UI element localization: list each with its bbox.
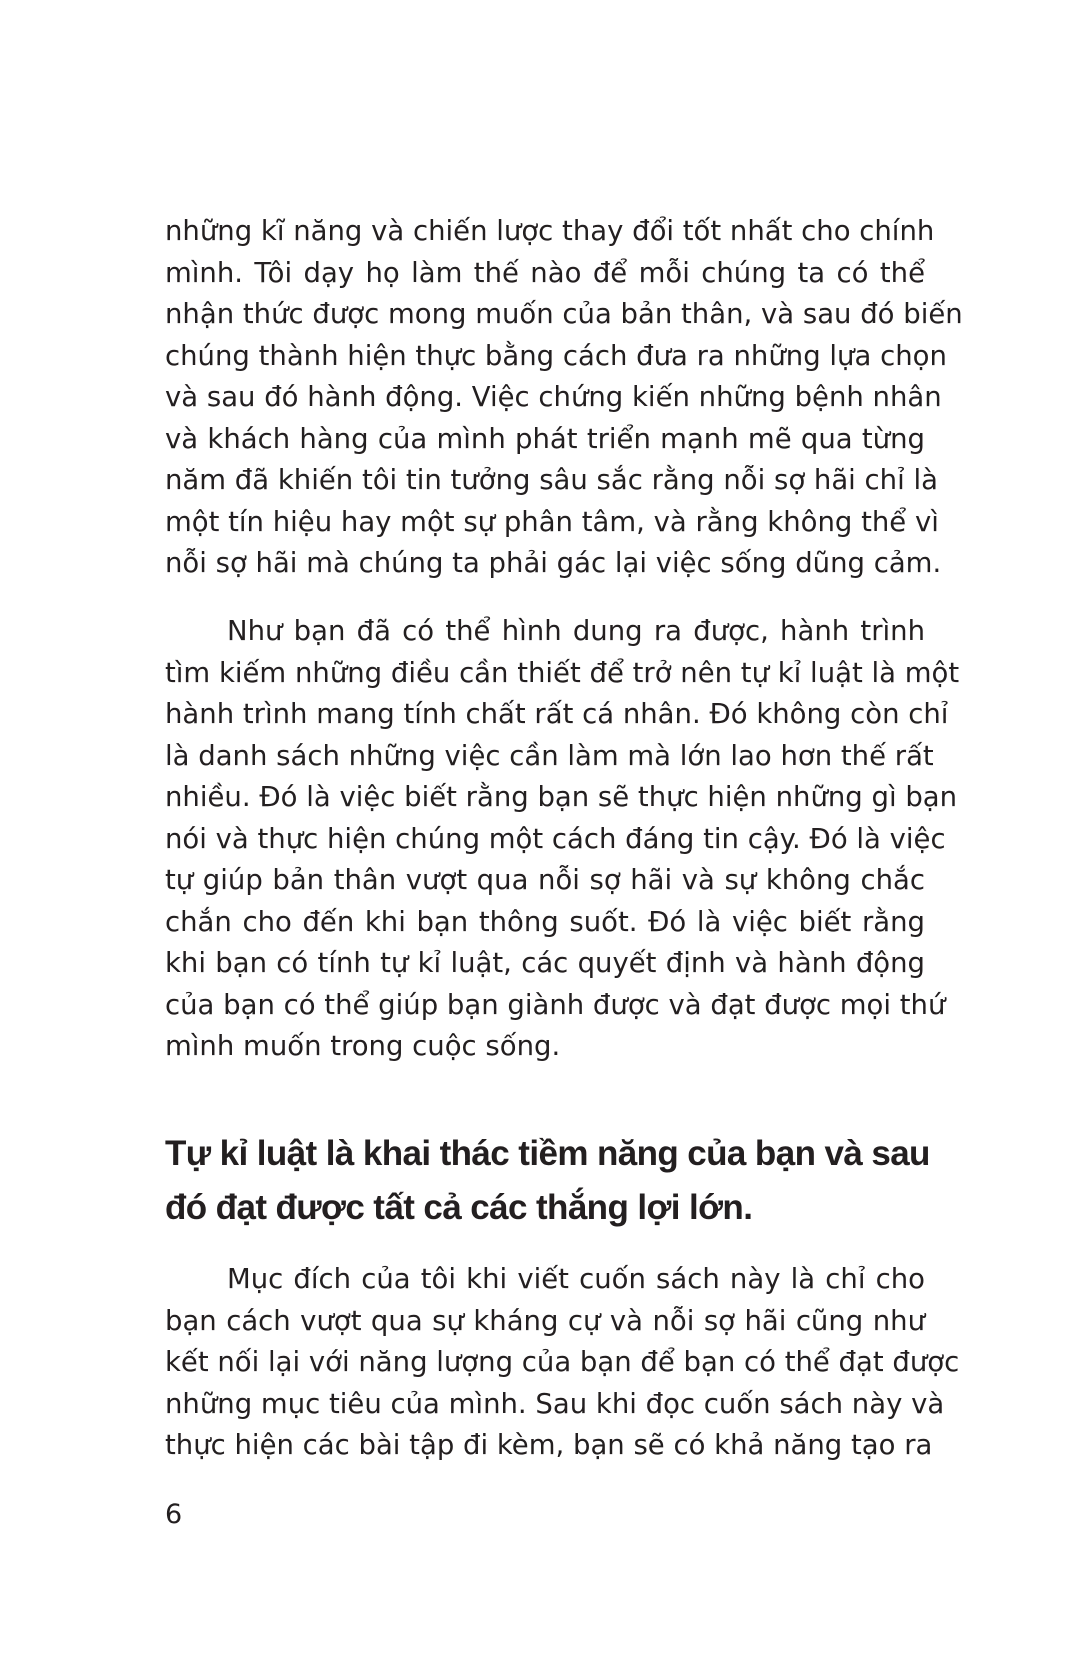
paragraph-2-line: hành trình mang tính chất rất cá nhân. Đó không còn chỉ — [165, 698, 949, 730]
paragraph-1-line: và sau đó hành động. Việc chứng kiến những bệnh nhân — [165, 381, 942, 413]
paragraph-1-line: năm đã khiến tôi tin tưởng sâu sắc rằng nỗi sợ hãi chỉ là — [165, 464, 938, 496]
paragraph-2-line: nhiều. Đó là việc biết rằng bạn sẽ thực hiện những gì bạn — [165, 781, 958, 813]
paragraph-3-line: Mục đích của tôi khi viết cuốn sách này là chỉ cho — [227, 1263, 925, 1295]
paragraph-2-line: của bạn có thể giúp bạn giành được và đạt được mọi thứ — [165, 988, 946, 1021]
paragraph-1-line: mình. Tôi dạy họ làm thế nào để mỗi chúng ta có thể — [165, 256, 925, 289]
paragraph-1-line: chúng thành hiện thực bằng cách đưa ra những lựa chọn — [165, 339, 947, 372]
paragraph-3-line: bạn cách vượt qua sự kháng cự và nỗi sợ hãi cũng như — [165, 1304, 925, 1337]
paragraph-3-line: thực hiện các bài tập đi kèm, bạn sẽ có khả năng tạo ra — [165, 1429, 933, 1461]
page-number: 6 — [165, 1499, 183, 1530]
section-heading-line: đó đạt được tất cả các thắng lợi lớn. — [165, 1188, 753, 1227]
paragraph-3-line: những mục tiêu của mình. Sau khi đọc cuốn sách này và — [165, 1387, 945, 1420]
paragraph-2-line: khi bạn có tính tự kỉ luật, các quyết định và hành động — [165, 947, 925, 979]
paragraph-2-line: tự giúp bản thân vượt qua nỗi sợ hãi và sự không chắc — [165, 864, 925, 896]
paragraph-1-line: nỗi sợ hãi mà chúng ta phải gác lại việc sống dũng cảm. — [165, 547, 942, 579]
paragraph-3 — [165, 1259, 960, 1467]
paragraph-1-line: và khách hàng của mình phát triển mạnh mẽ qua từng — [165, 422, 925, 455]
paragraph-1-line: nhận thức được mong muốn của bản thân, và sau đó biến — [165, 298, 963, 330]
section-heading — [165, 1127, 930, 1235]
paragraph-2 — [165, 611, 960, 1068]
paragraph-2-line: Như bạn đã có thể hình dung ra được, hành trình — [227, 615, 925, 647]
paragraph-2-line: nói và thực hiện chúng một cách đáng tin cậy. Đó là việc — [165, 822, 946, 855]
paragraph-1-line: một tín hiệu hay một sự phân tâm, và rằng không thể vì — [165, 505, 939, 538]
paragraph-1-line: những kĩ năng và chiến lược thay đổi tốt nhất cho chính — [165, 215, 935, 247]
paragraph-2-line: mình muốn trong cuộc sống. — [165, 1030, 561, 1062]
paragraph-1 — [165, 211, 963, 585]
section-heading-line: Tự kỉ luật là khai thác tiềm năng của bạn và sau — [165, 1134, 930, 1173]
paragraph-3-line: kết nối lại với năng lượng của bạn để bạn có thể đạt được — [165, 1346, 960, 1378]
paragraph-2-line: tìm kiếm những điều cần thiết để trở nên tự kỉ luật là một — [165, 656, 960, 689]
paragraph-2-line: là danh sách những việc cần làm mà lớn lao hơn thế rất — [165, 739, 934, 772]
paragraph-2-line: chắn cho đến khi bạn thông suốt. Đó là việc biết rằng — [165, 905, 925, 938]
